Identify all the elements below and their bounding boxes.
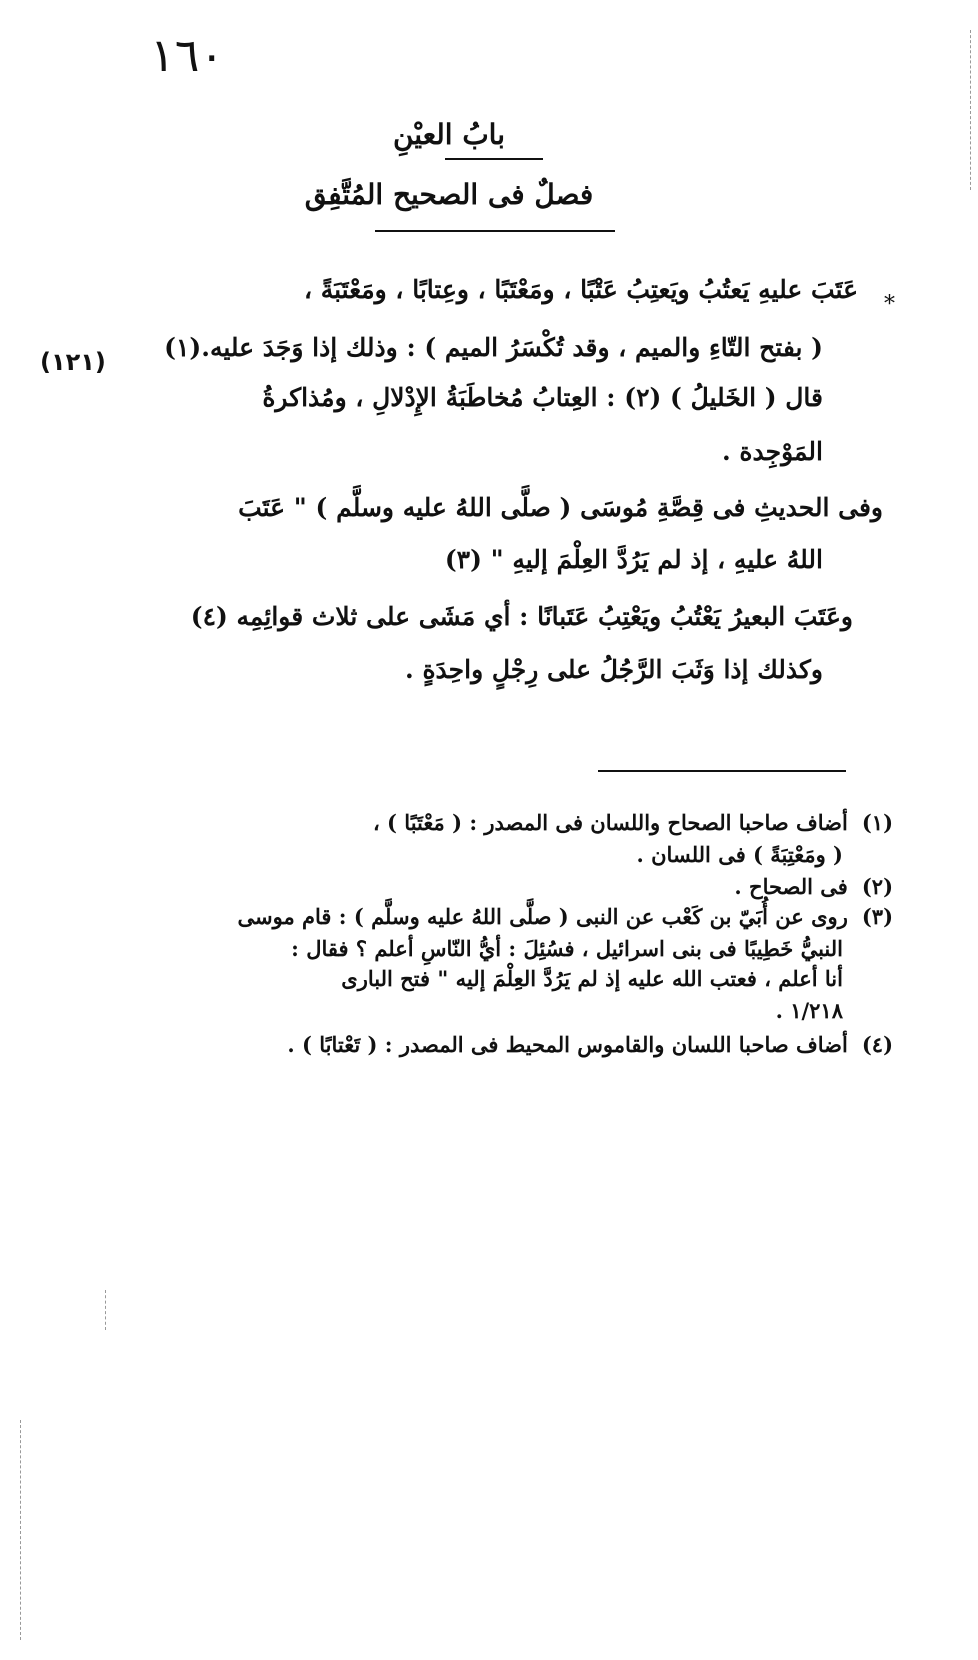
body-line: المَوْجِدة .: [721, 437, 823, 466]
footnote-text: فى الصحاح .: [734, 874, 848, 899]
body-line: عَتَبَ عليهِ يَعتُبُ ويَعتِبُ عَتْبًا ، ومَعْتَبًا ، وعِتابًا ، ومَعْتَبَةً ،: [303, 275, 858, 304]
body-line: قال ( الخَليلُ ) (٢) : العِتابُ مُخاطَبَةُ الإِدْلالِ ، ومُذاكرةُ: [262, 383, 823, 412]
footnote-text: أضاف صاحبا الصحاح واللسان فى المصدر : ( مَعْتَبًا ) ،: [372, 810, 848, 835]
body-line: وكذلك إذا وَثَبَ الرَّجُلُ على رِجْلٍ واحِدَةٍ .: [405, 655, 823, 684]
footnote-number: (١): [861, 810, 893, 835]
body-line: اللهُ عليهِ ، إذ لم يَرُدَّ العِلْمَ إليهِ " (٣): [444, 545, 823, 574]
footnote-1-continued: ( ومَعْتِبَةً ) فى اللسان .: [636, 842, 843, 867]
scan-edge-mark: [105, 1290, 106, 1330]
footnote-number: (٢): [861, 874, 893, 899]
footnote-3-continued: النبيُّ خَطِيبًا فى بنى اسرائيل ، فسُئِلَ : أيُّ النّاسِ أعلم ؟ فقال :: [291, 936, 843, 961]
body-line: وعَتَبَ البعيرُ يَعْتُبُ ويَعْتِبُ عَتَبانًا : أي مَشَى على ثلاث قوائِمِه (٤): [190, 602, 853, 631]
scan-edge-mark: [970, 30, 971, 190]
body-line: ( بفتح التّاءِ والميم ، وقد تُكْسَرُ الميم ) : وذلك إذا وَجَدَ عليه.(١): [164, 333, 823, 362]
marginal-reference: (١٢١): [40, 348, 106, 376]
section-title-underline: [375, 230, 615, 232]
footnote-number: (٤): [861, 1032, 893, 1057]
footnote-4: [287, 1032, 893, 1057]
footnote-2: [734, 874, 893, 899]
page-number: ١٦٠: [150, 28, 225, 82]
footnote-number: (٣): [861, 904, 893, 929]
footnote-3-continued: ١/٢١٨ .: [775, 998, 843, 1023]
chapter-title-underline: [445, 158, 543, 160]
body-line: وفى الحديثِ فى قِصَّةِ مُوسَى ( صلَّى اللهُ عليه وسلَّم ) " عَتَبَ: [238, 493, 883, 522]
footnote-3: [238, 904, 893, 929]
entry-marker: *: [884, 292, 895, 317]
footnote-3-continued: أنا أعلم ، فعتب الله عليه إذ لم يَرُدَّ العِلْمَ إليه " فتح البارى: [341, 966, 843, 991]
section-title: فصلٌ فى الصحيح المُتَّفِق: [304, 178, 594, 211]
footnote-text: روى عن أُبَيّ بن كَعْب عن النبى ( صلَّى اللهُ عليه وسلَّم ) : قام موسى: [237, 904, 848, 929]
chapter-title: بابُ العيْنِ: [392, 118, 505, 151]
footnote-1: [373, 810, 893, 835]
footnote-text: أضاف صاحبا اللسان والقاموس المحيط فى المصدر : ( تَعْتابًا ) .: [287, 1032, 848, 1057]
footnote-separator: [598, 770, 846, 772]
scan-edge-mark: [20, 1420, 21, 1640]
